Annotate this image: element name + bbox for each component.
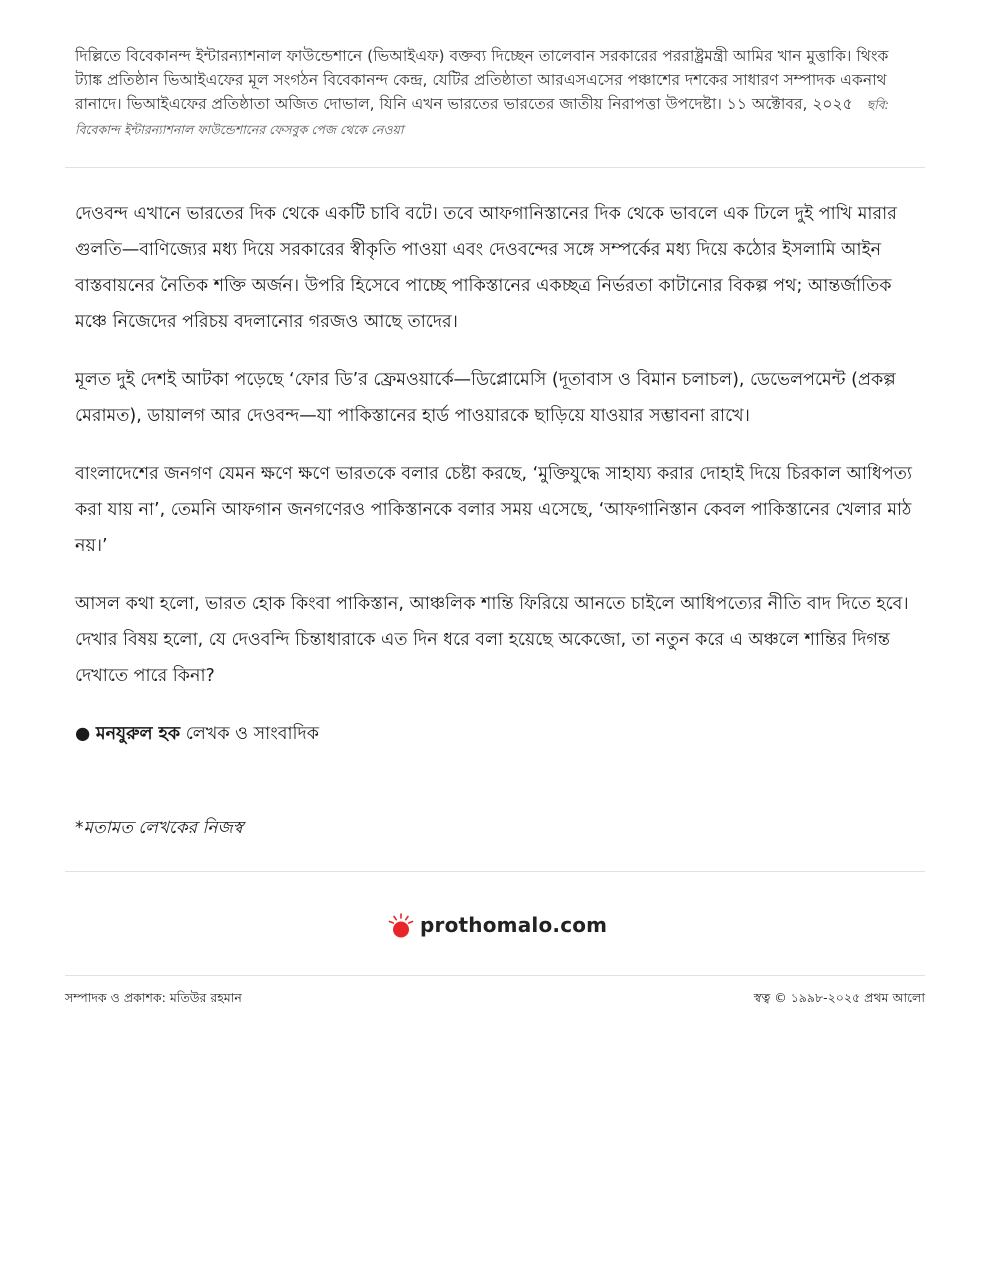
author-name: মনযুরুল হক bbox=[95, 724, 181, 744]
divider bbox=[65, 871, 925, 872]
article-paragraph: বাংলাদেশের জনগণ যেমন ক্ষণে ক্ষণে ভারতকে বলার চেষ্টা করছে, ‘মুক্তিযুদ্ধে সাহায্য করার দোহাই দিয়ে চিরকাল আধিপত্য করা যায় না’, তেমনি আফগান জনগণেরও পাকিস্তানকে বলার সময় এসেছে, ‘আফগানিস্তান কেবল পাকিস্তানের খেলার মাঠ নয়।’ bbox=[75, 464, 912, 556]
author-line bbox=[75, 716, 920, 752]
opinion-disclaimer: *মতামত লেখকের নিজস্ব bbox=[75, 818, 243, 838]
author-role: লেখক ও সাংবাদিক bbox=[185, 724, 319, 744]
bullet-icon: ● bbox=[75, 724, 91, 744]
photo-caption bbox=[75, 44, 920, 142]
photo-credit: ছবি: বিবেকান্দ ইন্টারন্যাশনাল ফাউন্ডেশানের ফেসবুক পেজ থেকে নেওয়া bbox=[75, 97, 889, 137]
editor-publisher: সম্পাদক ও প্রকাশক: মতিউর রহমান bbox=[65, 990, 242, 1005]
divider bbox=[65, 167, 925, 168]
article-body bbox=[75, 196, 920, 752]
divider bbox=[65, 975, 925, 976]
article-paragraph: দেওবন্দ এখানে ভারতের দিক থেকে একটি চাবি বটে। তবে আফগানিস্তানের দিক থেকে ভাবলে এক ঢিলে দুই পাখি মারার গুলতি—বাণিজ্যের মধ্য দিয়ে সরকারের স্বীকৃতি পাওয়া এবং দেওবন্দের সঙ্গে সম্পর্কের মধ্য দিয়ে কঠোর ইসলামি আইন বাস্তবায়নের নৈতিক শক্তি অর্জন। উপরি হিসেবে পাচ্ছে পাকিস্তানের একচ্ছত্র নির্ভরতা কাটানোর বিকল্প পথ; আন্তর্জাতিক মঞ্চে নিজেদের পরিচয় বদলানোর গরজও আছে তাদের। bbox=[75, 204, 897, 332]
copyright: স্বত্ব © ১৯৯৮-২০২৫ প্রথম আলো bbox=[753, 990, 925, 1005]
brand-name: prothomalo.com bbox=[420, 913, 608, 937]
sun-icon bbox=[386, 910, 416, 940]
brand-logo[interactable] bbox=[386, 910, 607, 940]
caption-text: দিল্লিতে বিবেকানন্দ ইন্টারন্যাশনাল ফাউন্ডেশানে (ভিআইএফ) বক্তব্য দিচ্ছেন তালেবান সরকারের পররাষ্ট্রমন্ত্রী আমির খান মুত্তাকি। থিংক ট্যাঙ্ক প্রতিষ্ঠান ভিআইএফের মূল সংগঠন বিবেকানন্দ কেন্দ্র, যেটির প্রতিষ্ঠাতা আরএসএসের পঞ্চাশের দশকের সাধারণ সম্পাদক একনাথ রানাদে। ভিআইএফের প্রতিষ্ঠাতা অজিত দোভাল, যিনি এখন ভারতের ভারতের জাতীয় নিরাপত্তা উপদেষ্টা। ১১ অক্টোবর, ২০২৫ bbox=[75, 47, 889, 113]
article-paragraph: মূলত দুই দেশই আটকা পড়েছে ‘ফোর ডি’র ফ্রেমওয়ার্কে—ডিপ্লোমেসি (দূতাবাস ও বিমান চলাচল), ডেভেলপমেন্ট (প্রকল্প মেরামত), ডায়ালগ আর দেওবন্দ—যা পাকিস্তানের হার্ড পাওয়ারকে ছাড়িয়ে যাওয়ার সম্ভাবনা রাখে। bbox=[75, 370, 896, 426]
article-paragraph: আসল কথা হলো, ভারত হোক কিংবা পাকিস্তান, আঞ্চলিক শান্তি ফিরিয়ে আনতে চাইলে আধিপত্যের নীতি বাদ দিতে হবে। দেখার বিষয় হলো, যে দেওবন্দি চিন্তাধারাকে এত দিন ধরে বলা হয়েছে অকেজো, তা নতুন করে এ অঞ্চলে শান্তির দিগন্ত দেখাতে পারে কিনা? bbox=[75, 594, 909, 686]
